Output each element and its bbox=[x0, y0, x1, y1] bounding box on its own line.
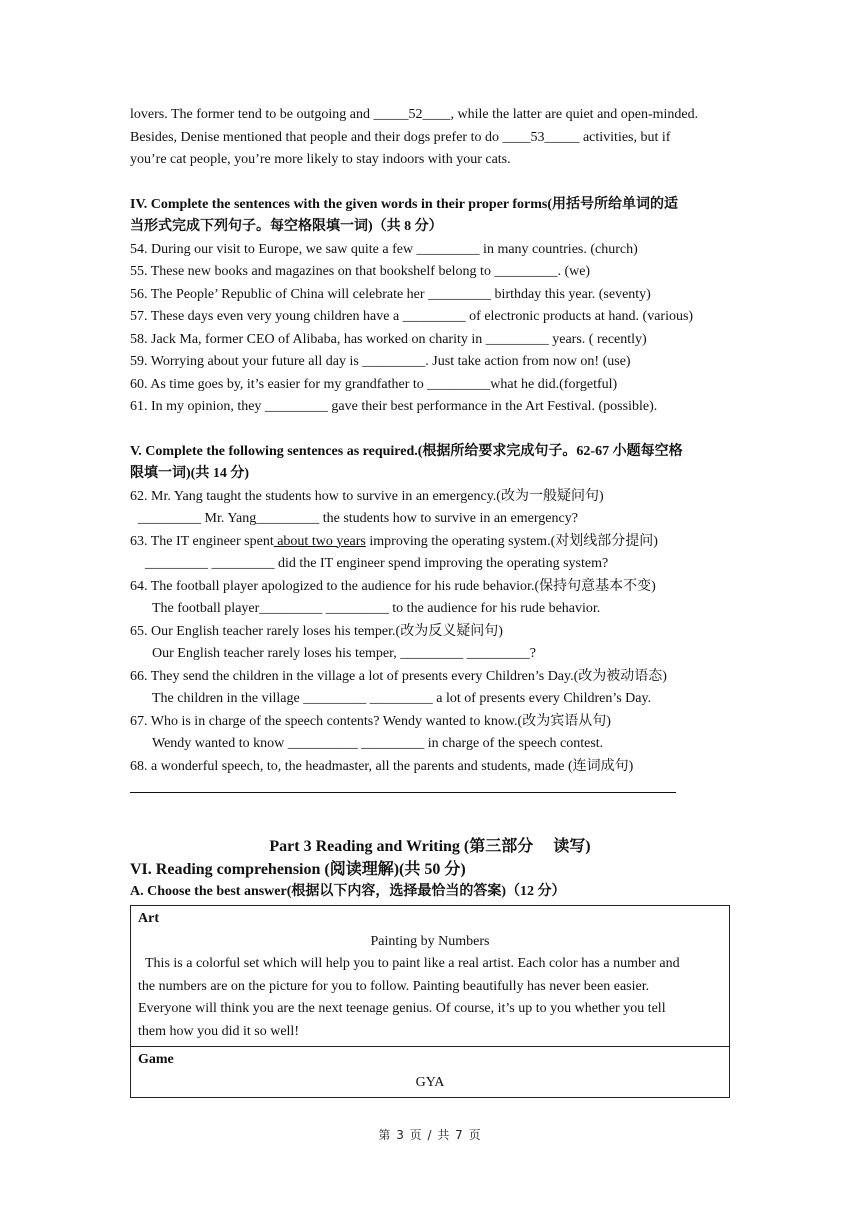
question-62: 62. Mr. Yang taught the students how to survive in an emergency.(改为一般疑问句) bbox=[130, 488, 604, 504]
q63-underlined: about two years bbox=[273, 533, 366, 549]
art-line-3: Everyone will think you are the next teenage genius. Of course, it’s up to you whether you tell bbox=[138, 1001, 666, 1016]
game-category: Game bbox=[138, 1052, 174, 1067]
document-page bbox=[130, 104, 730, 1098]
answer-67: Wendy wanted to know __________ _________ in charge of the speech contest. bbox=[152, 736, 604, 751]
question-63 bbox=[130, 531, 730, 554]
art-category: Art bbox=[138, 911, 159, 926]
section5-title-line2: 限填一词)(共 14 分) bbox=[130, 466, 249, 481]
art-cell bbox=[131, 906, 730, 1047]
game-heading: GYA bbox=[415, 1074, 445, 1090]
game-cell bbox=[131, 1047, 730, 1098]
question-61: 61. In my opinion, they _________ gave their best performance in the Art Festival. (possible). bbox=[130, 399, 658, 414]
answer-65: Our English teacher rarely loses his temper, _________ _________? bbox=[152, 646, 536, 661]
answer-63: _________ _________ did the IT engineer spend improving the operating system? bbox=[145, 556, 609, 571]
q63-after: improving the operating system.(对划线部分提问) bbox=[365, 533, 658, 549]
question-66: 66. They send the children in the village a lot of presents every Children’s Day.(改为被动语态) bbox=[130, 668, 667, 684]
section4-title-line1: IV. Complete the sentences with the given words in their proper forms(用括号所给单词的适 bbox=[130, 196, 679, 212]
question-55: 55. These new books and magazines on that bookshelf belong to _________. (we) bbox=[130, 264, 591, 279]
question-58: 58. Jack Ma, former CEO of Alibaba, has worked on charity in _________ years. ( recently) bbox=[130, 331, 647, 347]
question-54: 54. During our visit to Europe, we saw quite a few _________ in many countries. (church) bbox=[130, 241, 638, 257]
section6-title: VI. Reading comprehension (阅读理解)(共 50 分) bbox=[130, 861, 466, 878]
sectionA-title: A. Choose the best answer(根据以下内容，选择最恰当的答案)（12 分） bbox=[130, 884, 566, 899]
question-57: 57. These days even very young children have a _________ of electronic products at hand. (various) bbox=[130, 309, 694, 324]
art-heading: Painting by Numbers bbox=[370, 933, 490, 949]
page-footer: 第 3 页 / 共 7 页 bbox=[378, 1128, 482, 1142]
reading-table bbox=[130, 905, 730, 1098]
art-line-2: the numbers are on the picture for you to follow. Painting beautifully has never been easier. bbox=[138, 978, 650, 994]
question-68: 68. a wonderful speech, to, the headmaster, all the parents and students, made (连词成句) bbox=[130, 758, 634, 774]
section4-title-line2: 当形式完成下列句子。每空格限填一词)（共 8 分） bbox=[130, 219, 443, 234]
answer-62: _________ Mr. Yang_________ the students how to survive in an emergency? bbox=[138, 511, 578, 526]
question-64: 64. The football player apologized to the audience for his rude behavior.(保持句意基本不变) bbox=[130, 578, 656, 594]
question-56: 56. The People’ Republic of China will celebrate her _________ birthday this year. (seventy) bbox=[130, 286, 651, 302]
section5-title-line1: V. Complete the following sentences as required.(根据所给要求完成句子。62-67 小题每空格 bbox=[130, 443, 683, 459]
question-59: 59. Worrying about your future all day is _________. Just take action from now on! (use) bbox=[130, 354, 631, 369]
question-60: 60. As time goes by, it’s easier for my grandfather to _________what he did.(forgetful) bbox=[130, 376, 618, 392]
part3-title: Part 3 Reading and Writing (第三部分 读写) bbox=[269, 838, 591, 855]
intro-line-3: you’re cat people, you’re more likely to stay indoors with your cats. bbox=[130, 152, 511, 167]
answer-68-line bbox=[130, 778, 676, 793]
art-line-4: them how you did it so well! bbox=[138, 1023, 299, 1039]
intro-line-2: Besides, Denise mentioned that people and their dogs prefer to do ____53_____ activities, but if bbox=[130, 129, 671, 145]
art-line-1: This is a colorful set which will help you to paint like a real artist. Each color has a number and bbox=[145, 956, 680, 971]
intro-line-1: lovers. The former tend to be outgoing and _____52____, while the latter are quiet and open-minded. bbox=[130, 107, 699, 122]
question-67: 67. Who is in charge of the speech contents? Wendy wanted to know.(改为宾语从句) bbox=[130, 713, 611, 729]
question-65: 65. Our English teacher rarely loses his temper.(改为反义疑问句) bbox=[130, 623, 503, 639]
answer-66: The children in the village _________ _________ a lot of presents every Children’s Day. bbox=[152, 691, 652, 706]
answer-64: The football player_________ _________ to the audience for his rude behavior. bbox=[152, 601, 601, 616]
q63-before: 63. The IT engineer spent bbox=[130, 533, 274, 549]
